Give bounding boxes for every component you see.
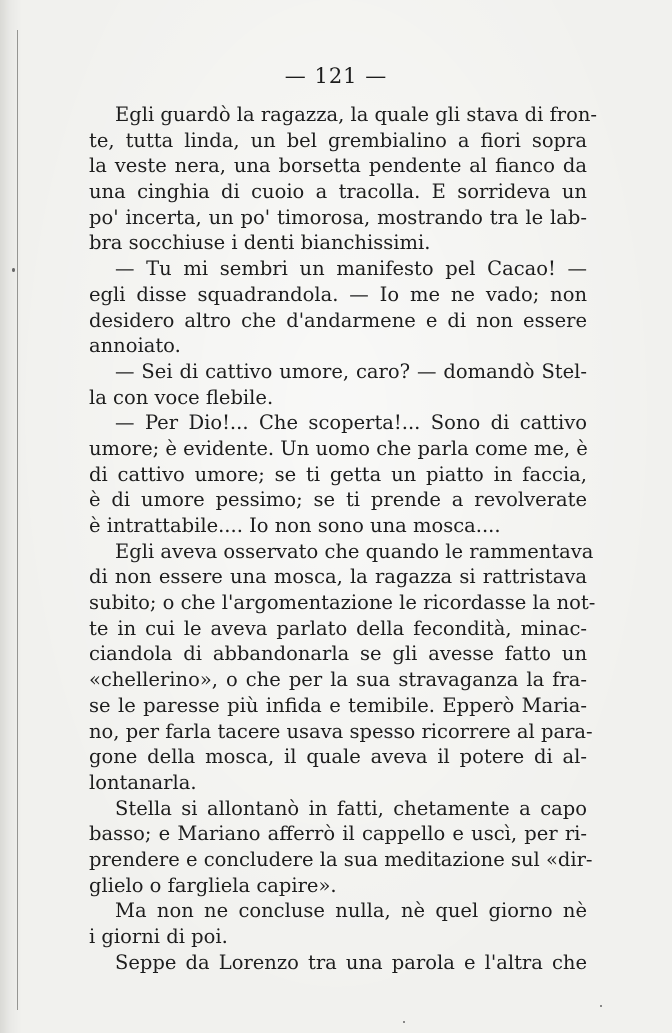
text-line: egli disse squadrandola. — Io me ne vado; non: [89, 282, 587, 306]
text-line: te, tutta linda, un bel grembialino a fiori sopra: [89, 128, 587, 152]
text-line: te in cui le aveva parlato della fecondità, minac-: [89, 616, 587, 640]
paper-speck: [403, 1021, 405, 1023]
text-line: Stella si allontanò in fatti, chetamente a capo: [115, 796, 587, 820]
text-line: — Tu mi sembri un manifesto pel Cacao! —: [115, 257, 587, 281]
page-binding-line: [17, 30, 18, 1010]
text-line: umore; è evidente. Un uomo che parla come me, è: [89, 436, 588, 460]
text-line: glielo o fargliela capire».: [89, 873, 337, 897]
text-line: desidero altro che d'andarmene e di non essere: [89, 308, 587, 332]
text-line: Egli aveva osservato che quando le rammentava: [115, 539, 594, 563]
paper-speck: [600, 1005, 602, 1007]
text-line: se le paresse più infida e temibile. Epperò Maria-: [89, 693, 587, 717]
text-line: gone della mosca, il quale aveva il potere di al-: [89, 745, 587, 769]
text-line: è di umore pessimo; se ti prende a revolverate: [89, 488, 587, 512]
text-line: Egli guardò la ragazza, la quale gli stava di fron-: [115, 103, 597, 126]
text-line: «chellerino», o che per la sua stravaganza la fra-: [89, 668, 587, 692]
page-binding-shadow: [0, 0, 22, 1033]
text-line: i giorni di poi.: [89, 925, 228, 948]
text-line: la veste nera, una borsetta pendente al fianco da: [89, 154, 587, 178]
body-text: [89, 102, 597, 975]
paper-speck: [12, 268, 15, 272]
text-line: ciandola di abbandonarla se gli avesse fatto un: [89, 642, 587, 666]
page-number: — 121 —: [284, 64, 388, 88]
text-line: — Per Dio!... Che scoperta!... Sono di cattivo: [115, 411, 587, 435]
text-line: di non essere una mosca, la ragazza si rattristava: [89, 565, 587, 589]
text-line: lontanarla.: [89, 770, 197, 794]
text-line: Seppe da Lorenzo tra una parola e l'altra che: [115, 950, 587, 974]
text-line: bra socchiuse i denti bianchissimi.: [89, 231, 431, 255]
text-line: è intrattabile.... Io non sono una mosca....: [89, 514, 501, 537]
text-line: una cinghia di cuoio a tracolla. E sorrideva un: [89, 180, 587, 204]
text-line: la con voce flebile.: [89, 385, 274, 409]
text-line: — Sei di cattivo umore, caro? — domandò Stel-: [115, 359, 587, 383]
text-line: subito; o che l'argomentazione le ricordasse la not-: [89, 591, 596, 615]
text-line: di cattivo umore; se ti getta un piatto in faccia,: [89, 462, 587, 486]
text-line: annoiato.: [89, 334, 181, 358]
text-line: basso; e Mariano afferrò il cappello e uscì, per ri-: [89, 822, 587, 846]
text-line: no, per farla tacere usava spesso ricorrere al para-: [89, 719, 593, 743]
text-line: po' incerta, un po' timorosa, mostrando tra le lab-: [89, 205, 587, 229]
text-line: Ma non ne concluse nulla, nè quel giorno nè: [115, 899, 587, 923]
text-line: prendere e concludere la sua meditazione sul «dir-: [89, 847, 593, 871]
